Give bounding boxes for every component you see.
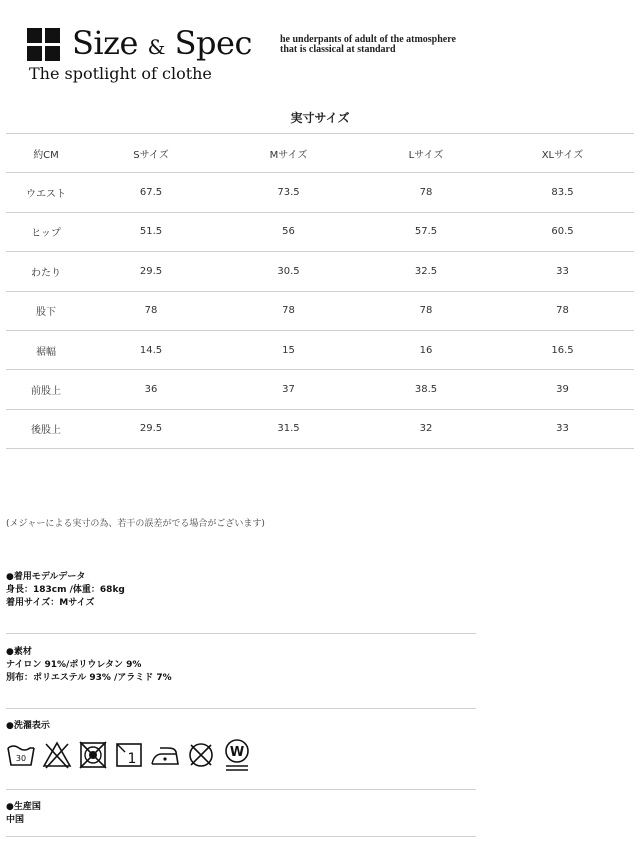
brand-subtext-line2: that is classical at standard xyxy=(280,44,396,55)
column-header: Sサイズ xyxy=(86,134,216,173)
logo-grid-icon xyxy=(27,28,60,61)
table-row xyxy=(6,330,634,369)
material-main: ナイロン 91%/ポリウレタン 9% xyxy=(6,660,142,670)
table-cell: 78 xyxy=(86,291,216,330)
wash-30-icon xyxy=(6,740,36,770)
wet-clean-gentle-icon xyxy=(222,738,252,772)
brand-subtext xyxy=(280,35,456,55)
table-cell: 15 xyxy=(216,330,361,369)
table-cell: 29.5 xyxy=(86,409,216,448)
column-header: XLサイズ xyxy=(491,134,634,173)
row-label: 後股上 xyxy=(6,409,86,448)
model-wear-size: 着用サイズ：Mサイズ xyxy=(6,598,95,608)
table-cell: 16 xyxy=(361,330,491,369)
line-dry-shade-icon xyxy=(114,740,144,770)
wash-temp-label: 30 xyxy=(15,754,27,763)
table-cell: 31.5 xyxy=(216,409,361,448)
table-cell: 37 xyxy=(216,370,361,409)
origin-heading: ●生産国 xyxy=(6,802,41,812)
table-cell: 73.5 xyxy=(216,173,361,212)
measurement-note: (メジャーによる実寸の為、若干の誤差がでる場合がございます) xyxy=(6,519,265,529)
table-cell: 14.5 xyxy=(86,330,216,369)
divider xyxy=(6,708,476,709)
brand-header xyxy=(27,24,487,86)
row-label: 股下 xyxy=(6,291,86,330)
table-cell: 29.5 xyxy=(86,252,216,291)
no-dry-clean-icon xyxy=(186,740,216,770)
table-cell: 38.5 xyxy=(361,370,491,409)
material-heading: ●素材 xyxy=(6,647,32,657)
table-row xyxy=(6,252,634,291)
table-cell: 78 xyxy=(491,291,634,330)
model-body-size: 身長：183cm /体重：68kg xyxy=(6,585,125,595)
origin-value: 中国 xyxy=(6,815,25,825)
size-table-header xyxy=(6,134,634,173)
model-section xyxy=(6,571,125,610)
size-table xyxy=(6,133,634,449)
table-cell: 78 xyxy=(361,291,491,330)
row-label: ヒップ xyxy=(6,212,86,251)
no-bleach-icon xyxy=(42,740,72,770)
table-cell: 16.5 xyxy=(491,330,634,369)
table-row xyxy=(6,370,634,409)
column-header: 約CM xyxy=(6,134,86,173)
column-header: Lサイズ xyxy=(361,134,491,173)
row-label: わたり xyxy=(6,252,86,291)
divider xyxy=(6,836,476,837)
table-cell: 36 xyxy=(86,370,216,409)
care-icons xyxy=(6,738,252,772)
column-header: Mサイズ xyxy=(216,134,361,173)
brand-subtext-line1: he underpants of adult of the atmosphere xyxy=(280,34,456,45)
iron-low-icon xyxy=(150,740,180,770)
model-heading: ●着用モデルデータ xyxy=(6,572,86,582)
table-cell: 51.5 xyxy=(86,212,216,251)
no-tumble-dry-icon xyxy=(78,740,108,770)
material-sub: 別布：ポリエステル 93% /アラミド 7% xyxy=(6,673,172,683)
table-cell: 78 xyxy=(361,173,491,212)
material-section xyxy=(6,646,172,685)
table-row xyxy=(6,173,634,212)
brand-tagline: The spotlight of clothe xyxy=(29,64,212,83)
divider xyxy=(6,789,476,790)
table-cell: 67.5 xyxy=(86,173,216,212)
brand-title xyxy=(72,24,252,62)
table-cell: 83.5 xyxy=(491,173,634,212)
care-heading: ●洗濯表示 xyxy=(6,721,50,731)
wet-label: W xyxy=(229,745,245,760)
row-label: ウエスト xyxy=(6,173,86,212)
brand-amp: & xyxy=(147,35,165,59)
table-row xyxy=(6,212,634,251)
row-label: 前股上 xyxy=(6,370,86,409)
table-cell: 60.5 xyxy=(491,212,634,251)
origin-section xyxy=(6,801,41,827)
table-cell: 32 xyxy=(361,409,491,448)
table-cell: 56 xyxy=(216,212,361,251)
table-cell: 33 xyxy=(491,409,634,448)
table-row xyxy=(6,409,634,448)
tumble-label: 1 xyxy=(127,751,137,767)
table-cell: 32.5 xyxy=(361,252,491,291)
table-cell: 39 xyxy=(491,370,634,409)
brand-main: Size xyxy=(72,24,138,62)
row-label: 裾幅 xyxy=(6,330,86,369)
table-cell: 30.5 xyxy=(216,252,361,291)
table-cell: 57.5 xyxy=(361,212,491,251)
table-row xyxy=(6,291,634,330)
brand-end: Spec xyxy=(174,24,252,62)
size-table-title: 実寸サイズ xyxy=(290,111,350,125)
divider xyxy=(6,633,476,634)
table-cell: 33 xyxy=(491,252,634,291)
table-cell: 78 xyxy=(216,291,361,330)
